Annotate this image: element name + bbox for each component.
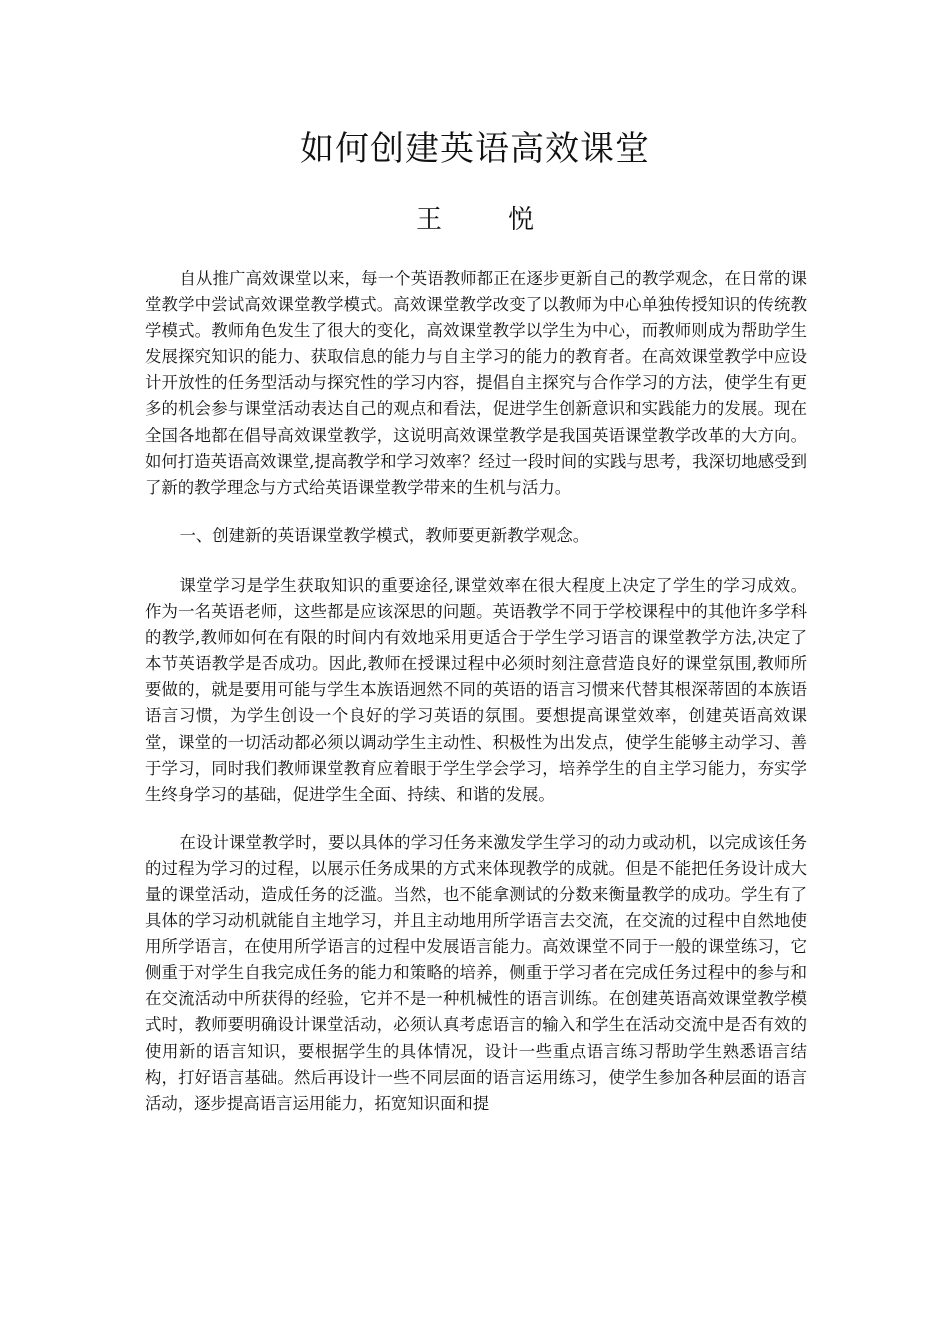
body-paragraph-2: 在设计课堂教学时，要以具体的学习任务来激发学生学习的动力或动机，以完成该任务的过程为学习的过程，以展示任务成果的方式来体现教学的成就。但是不能把任务设计成大量的课堂活动，造成任务的泛滥。当然，也不能拿测试的分数来衡量教学的成功。学生有了具体的学习动机就能自主地学习，并且主动地用所学语言去交流，在交流的过程中自然地使用所学语言，在使用所学语言的过程中发展语言能力。高效课堂不同于一般的课堂练习，它侧重于对学生自我完成任务的能力和策略的培养，侧重于学习者在完成任务过程中的参与和在交流活动中所获得的经验，它并不是一种机械性的语言训练。在创建英语高效课堂教学模式时，教师要明确设计课堂活动，必须认真考虑语言的输入和学生在活动交流中是否有效的使用新的语言知识，要根据学生的具体情况，设计一些重点语言练习帮助学生熟悉语言结构，打好语言基础。然后再设计一些不同层面的语言运用练习，使学生参加各种层面的语言活动，逐步提高语言运用能力，拓宽知识面和提 xyxy=(145,832,807,1113)
intro-paragraph: 自从推广高效课堂以来，每一个英语教师都正在逐步更新自己的教学观念，在日常的课堂教学中尝试高效课堂教学模式。高效课堂教学改变了以教师为中心单独传授知识的传统教学模式。教师角色发生了很大的变化，高效课堂教学以学生为中心，而教师则成为帮助学生发展探究知识的能力、获取信息的能力与自主学习的能力的教育者。在高效课堂教学中应设计开放性的任务型活动与探究性的学习内容，提倡自主探究与合作学习的方法，使学生有更多的机会参与课堂活动表达自己的观点和看法，促进学生创新意识和实践能力的发展。现在全国各地都在倡导高效课堂教学，这说明高效课堂教学是我国英语课堂教学改革的大方向。如何打造英语高效课堂,提高教学和学习效率？经过一段时间的实践与思考，我深切地感受到了新的教学理念与方式给英语课堂教学带来的生机与活力。 xyxy=(145,269,807,497)
document-title: 如何创建英语高效课堂 xyxy=(300,129,650,169)
section-heading-1: 一、创建新的英语课堂教学模式，教师要更新教学观念。 xyxy=(179,525,590,545)
document-body xyxy=(145,266,807,1117)
body-paragraph-1: 课堂学习是学生获取知识的重要途径,课堂效率在很大程度上决定了学生的学习成效。作为一名英语老师，这些都是应该深思的问题。英语教学不同于学校课程中的其他许多学科的教学,教师如何在有限的时间内有效地采用更适合于学生学习语言的课堂教学方法,决定了本节英语教学是否成功。因此,教师在授课过程中必须时刻注意营造良好的课堂氛围,教师所要做的，就是要用可能与学生本族语迥然不同的英语的语言习惯来代替其根深蒂固的本族语语言习惯，为学生创设一个良好的学习英语的氛围。要想提高课堂效率，创建英语高效课堂，课堂的一切活动都必须以调动学生主动性、积极性为出发点，使学生能够主动学习、善于学习，同时我们教师课堂教育应着眼于学生学会学习，培养学生的自主学习能力，夯实学生终身学习的基础，促进学生全面、持续、和谐的发展。 xyxy=(145,575,807,804)
document-author: 王 悦 xyxy=(415,205,554,235)
